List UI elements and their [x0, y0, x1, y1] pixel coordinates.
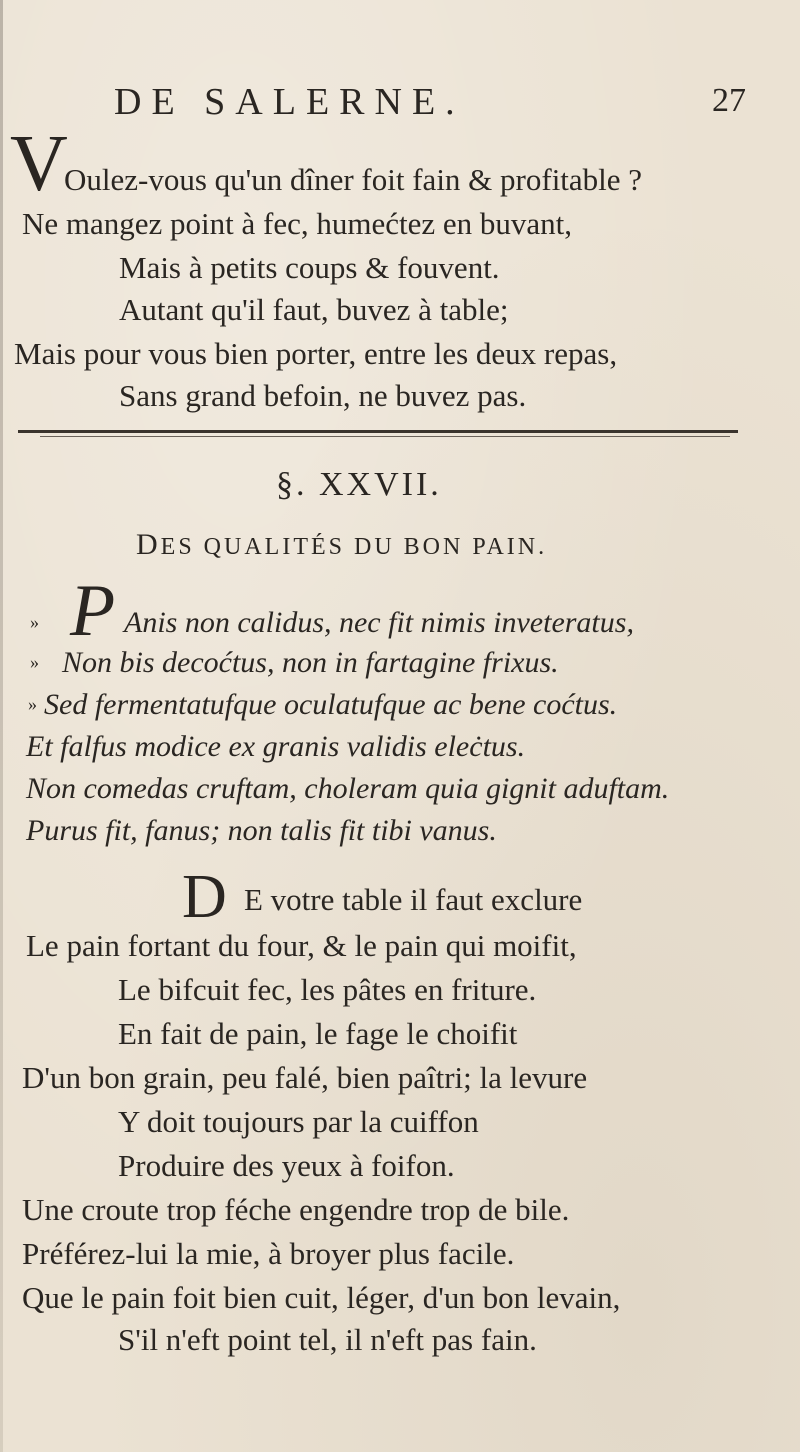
dropcap-p: P [70, 570, 116, 652]
running-title: DE SALERNE. [114, 81, 465, 123]
section-title-initial: D [136, 528, 161, 561]
verse1-line-6: Sans grand befoin, ne buvez pas. [119, 378, 527, 413]
latin-line-2: Non bis decoćtus, non in fartagine frixus. [62, 646, 559, 679]
latin-line-3: Sed fermentatufque oculatufque ac bene coćtus. [44, 688, 618, 721]
quote-mark-3: » [28, 694, 37, 714]
verse1-line-1: Oulez-vous qu'un dîner foit fain & profitable ? [64, 162, 643, 197]
section-title-rest: ES QUALITÉS DU BON PAIN. [160, 534, 548, 560]
section-number: §. XXVII. [276, 466, 442, 503]
quote-mark-1: » [30, 612, 39, 632]
verse1-line-5: Mais pour vous bien porter, entre les deux repas, [14, 336, 618, 371]
latin-line-1: Anis non calidus, nec fit nimis inveteratus, [124, 606, 634, 639]
verse2-line-5: D'un bon grain, peu falé, bien paîtri; la levure [22, 1060, 588, 1095]
latin-line-6: Purus fit, fanus; non talis fit tibi vanus. [26, 814, 497, 847]
verse2-line-11: S'il n'eft point tel, il n'eft pas fain. [118, 1322, 537, 1357]
page-number: 27 [712, 82, 746, 119]
latin-line-4: Et falfus modice ex granis validis eleċtus. [26, 730, 526, 763]
verse2-line-2: Le pain fortant du four, & le pain qui moifit, [26, 928, 577, 963]
quote-mark-2: » [30, 652, 39, 672]
verse2-line-10: Que le pain foit bien cuit, léger, d'un bon levain, [22, 1280, 621, 1315]
separator-rule [18, 430, 738, 433]
dropcap-d: D [182, 863, 227, 931]
verse1-line-4: Autant qu'il faut, buvez à table; [119, 292, 509, 327]
dropcap-v: V [10, 120, 68, 208]
verse2-line-7: Produire des yeux à foifon. [118, 1148, 455, 1183]
page-edge [0, 0, 3, 1452]
verse2-line-8: Une croute trop féche engendre trop de bile. [22, 1192, 570, 1227]
verse1-line-3: Mais à petits coups & fouvent. [119, 250, 500, 285]
verse1-line-2: Ne mangez point à fec, humećtez en buvant, [22, 206, 573, 241]
verse2-line-1: E votre table il faut exclure [244, 882, 583, 917]
verse2-line-4: En fait de pain, le fage le choifit [118, 1016, 518, 1051]
latin-line-5: Non comedas cruftam, choleram quia gignit aduftam. [26, 772, 670, 805]
section-title [136, 528, 547, 562]
verse2-line-3: Le bifcuit fec, les pâtes en friture. [118, 972, 537, 1007]
separator-rule-thin [40, 436, 730, 437]
verse2-line-9: Préférez-lui la mie, à broyer plus facile. [22, 1236, 515, 1271]
verse2-line-6: Y doit toujours par la cuiffon [118, 1104, 479, 1139]
